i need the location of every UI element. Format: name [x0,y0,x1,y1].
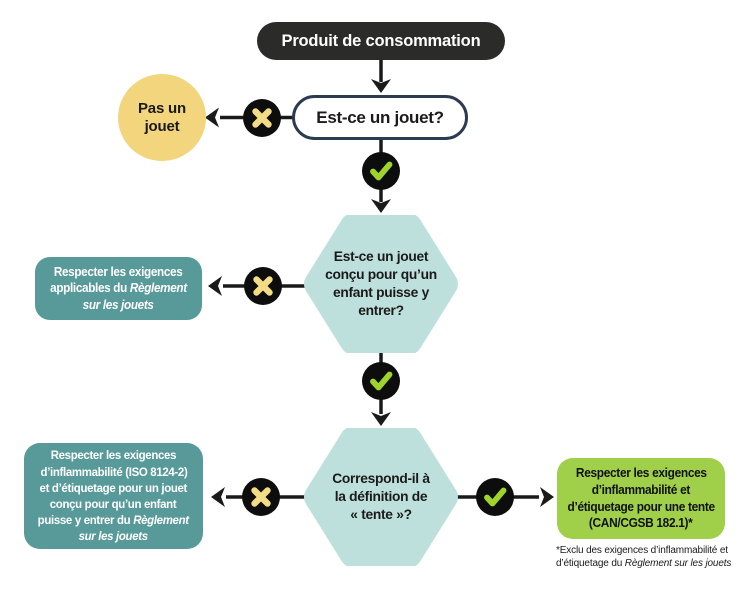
flammability-toy-line: Respecter les exigences [50,448,177,463]
flammability-toy-line: sur les jouets [78,529,149,544]
yes-badge-2 [362,362,400,400]
node-est-ce-un-jouet [292,95,468,140]
node-question-tent-definition [304,428,458,566]
toys-reg-line: Respecter les exigences [54,264,183,279]
no-badge-3 [242,478,280,516]
footnote-line: *Exclu des exigences d’inflammabilité et [556,545,728,556]
node-respect-toys-regulation [35,257,202,320]
arrowhead-right-1 [540,487,554,507]
checkmark-icon [362,362,400,400]
x-mark-icon [243,99,281,137]
arrowhead-down-3 [371,412,391,426]
footnote-line: d’étiquetage du Règlement sur les jouets [556,557,732,569]
start-label: Produit de consommation [281,31,481,50]
tent-standard-line: Respecter les exigences [575,464,707,480]
no-badge-2 [244,267,282,305]
toys-reg-line: sur les jouets [83,297,154,312]
question-child-enter-text: Est-ce un jouet conçu pour qu’un enfant puisse y entrer? [325,249,437,318]
flammability-toy-line: conçu pour qu’un enfant [50,497,177,511]
checkmark-icon [362,152,400,190]
tent-standard-line: (CAN/CGSB 182.1)* [589,515,693,531]
checkmark-icon [476,478,514,516]
tent-standard-line: d’étiquetage pour une tente [567,498,715,514]
node-pas-un-jouet [118,74,206,161]
node-respect-flammability-toy [24,443,203,549]
node-question-child-enter [304,215,458,353]
tent-standard-line: d’inflammabilité et [591,481,691,497]
yes-badge-1 [362,152,400,190]
toys-reg-line: applicables du Règlement [50,281,187,296]
arrowhead-left-2 [208,276,222,296]
yes-badge-3 [476,478,514,516]
arrowhead-left-1 [205,108,219,128]
node-produit-de-consommation [257,22,505,60]
x-mark-icon [244,267,282,305]
not-a-toy-line: Pas un [138,100,186,118]
footnote [556,545,750,570]
question-tent-definition-text: Correspond-il à la définition de « tente »? [332,471,430,522]
question-toy-label: Est-ce un jouet? [316,107,444,127]
not-a-toy-line: jouet [144,117,180,135]
x-mark-icon [242,478,280,516]
flammability-toy-line: puisse y entrer du Règlement [37,513,190,528]
node-respect-tent-standard [557,458,725,539]
arrowhead-left-3 [211,487,225,507]
no-badge-1 [243,99,281,137]
flammability-toy-line: d’inflammabilité (ISO 8124-2) [40,464,187,479]
flammability-toy-line: et d’étiquetage pour un jouet [39,480,188,495]
